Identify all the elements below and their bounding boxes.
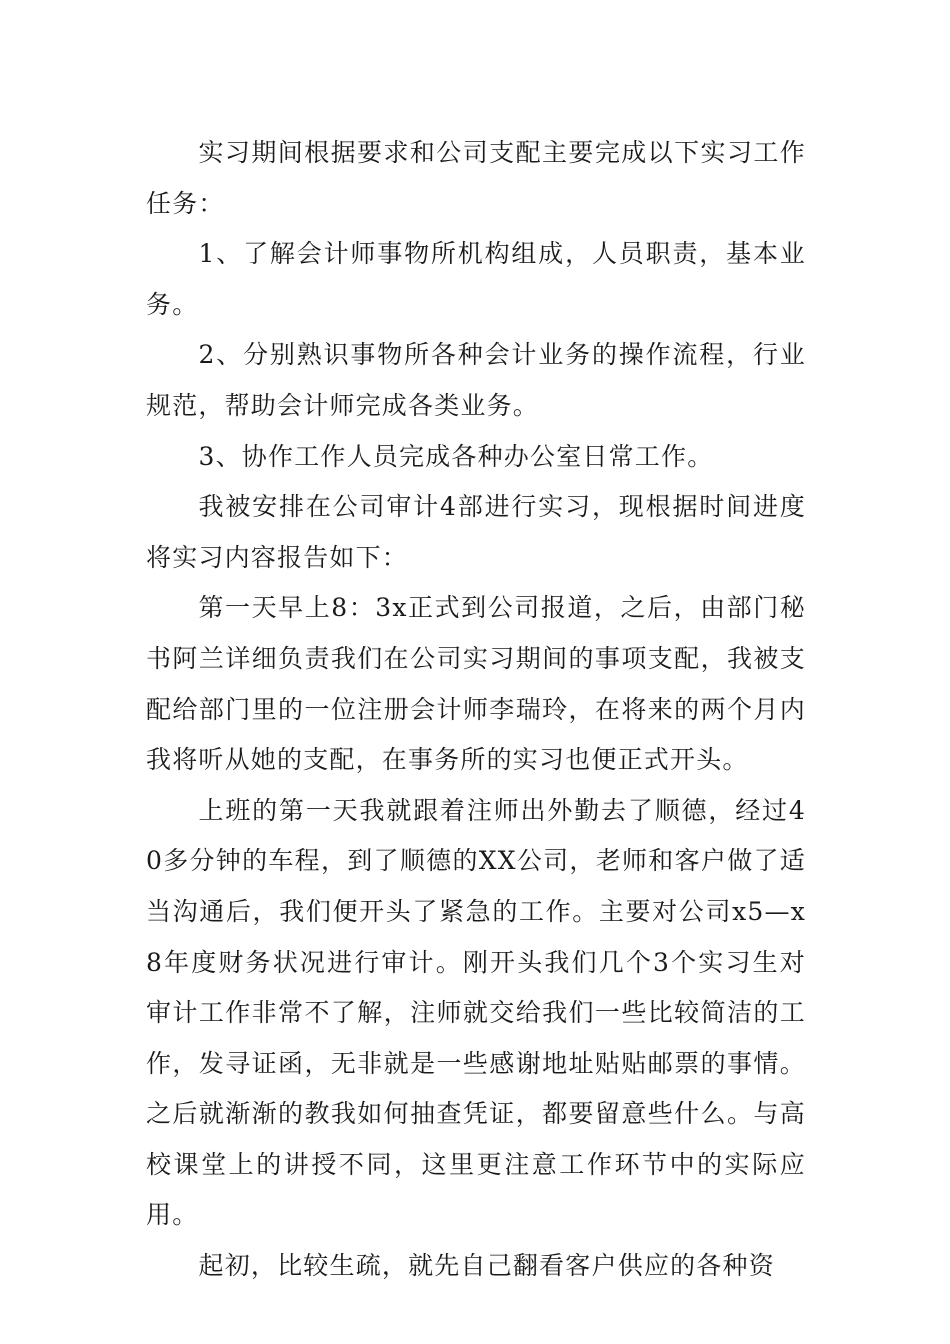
paragraph-beginning: 起初，比较生疏，就先自己翻看客户供应的各种资 [198, 1251, 775, 1281]
paragraph-intro: 实习期间根据要求和公司支配主要完成以下实习工作任务： [146, 138, 806, 218]
paragraph-fieldwork: 上班的第一天我就跟着注师出外勤去了顺德，经过40多分钟的车程，到了顺德的XX公司，老师和客户做了适当沟通后，我们便开头了紧急的工作。主要对公司x5—x8年度财务状况进行审计。刚开头我们几个3个实习生对审计工作非常不了解，注师就交给我们一些比较简洁的工作，发寻证函，无非就是一些感谢地址贴贴邮票的事情。之后就渐渐的教我如何抽查凭证，都要留意些什么。与高校课堂上的讲授不同，这里更注意工作环节中的实际应用。 [146, 795, 806, 1230]
paragraph-task-1: 1、了解会计师事物所机构组成，人员职责，基本业务。 [146, 239, 806, 319]
document-body [146, 128, 806, 1292]
paragraph-first-day: 第一天早上8：3x正式到公司报道，之后，由部门秘书阿兰详细负责我们在公司实习期间的事项支配，我被支配给部门里的一位注册会计师李瑞玲，在将来的两个月内我将听从她的支配，在事务所的实习也便正式开头。 [146, 593, 806, 775]
paragraph-assignment: 我被安排在公司审计4部进行实习，现根据时间进度将实习内容报告如下： [146, 492, 806, 572]
paragraph-task-3: 3、协作工作人员完成各种办公室日常工作。 [198, 441, 714, 471]
paragraph-task-2: 2、分别熟识事物所各种会计业务的操作流程，行业规范，帮助会计师完成各类业务。 [146, 340, 806, 420]
